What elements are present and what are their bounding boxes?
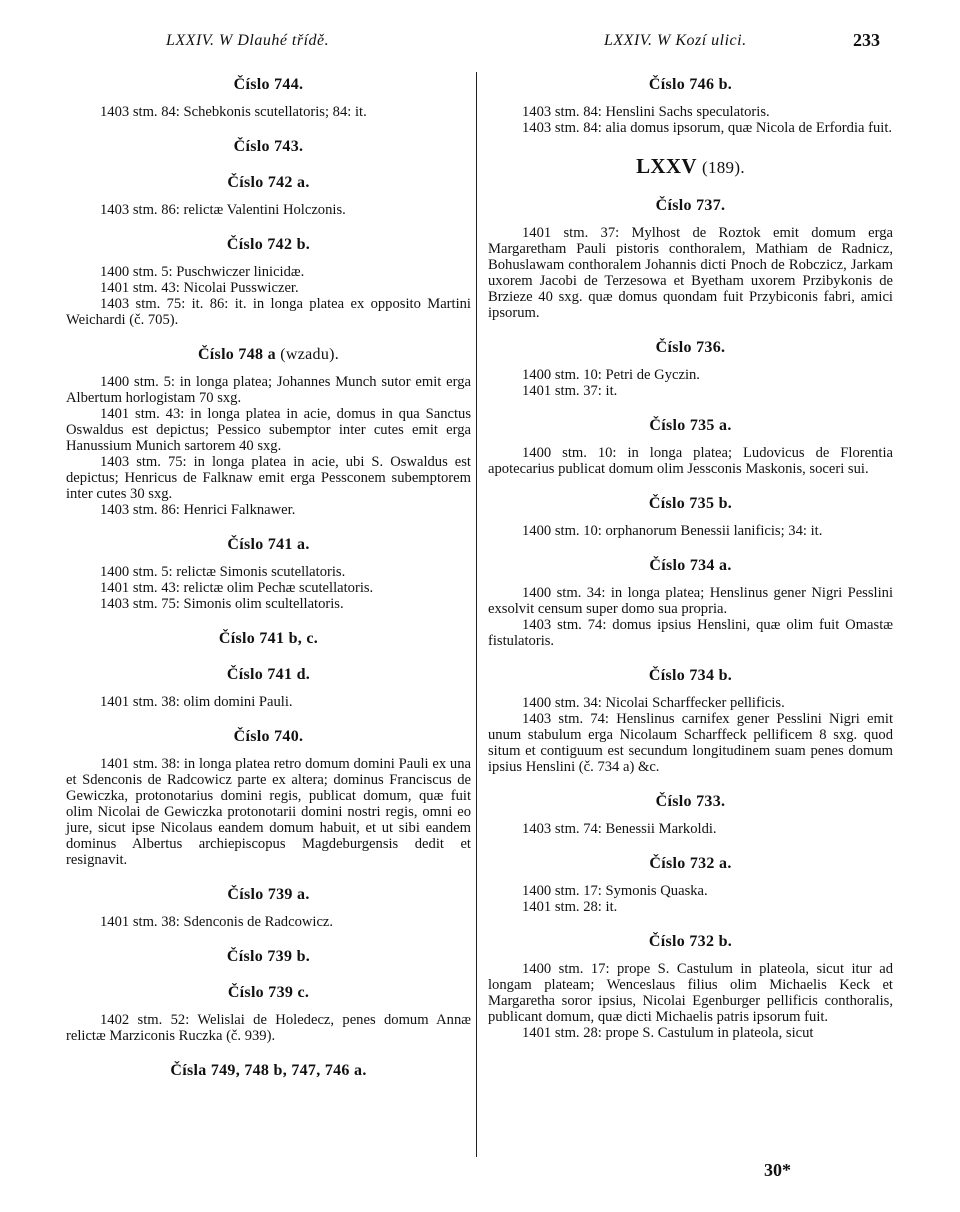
section-heading bbox=[66, 236, 471, 254]
record-entry: 1401 stm. 38: olim domini Pauli. bbox=[100, 694, 293, 710]
left-column bbox=[66, 66, 471, 1098]
section bbox=[488, 76, 893, 136]
section bbox=[66, 948, 471, 966]
section bbox=[66, 138, 471, 156]
record-entry: 1400 stm. 5: in longa platea; Johannes Munch sutor emit erga Albertum horlogistam 70 sxg. bbox=[66, 374, 471, 406]
record-entry: 1403 stm. 75: in longa platea in acie, ubi S. Oswaldus est depictus; Henricus de Falknaw emit erga Pessconem subemptorem inter cutes 30 sxg. bbox=[66, 454, 471, 502]
heading-label: Číslo 742 a. bbox=[227, 174, 310, 191]
heading-extra: (wzadu). bbox=[280, 346, 340, 363]
section bbox=[488, 197, 893, 321]
section-heading bbox=[66, 666, 471, 684]
section bbox=[488, 417, 893, 477]
running-head-left: LXXIV. W Dlauhé třídě. bbox=[166, 32, 330, 49]
section-heading bbox=[488, 154, 893, 179]
record-entry: 1403 stm. 75: Simonis olim scultellatoris. bbox=[100, 596, 344, 612]
heading-label: Číslo 739 a. bbox=[227, 886, 310, 903]
section bbox=[66, 666, 471, 710]
section-heading bbox=[66, 886, 471, 904]
running-head-right: LXXIV. W Kozí ulici. bbox=[604, 32, 747, 49]
heading-label: Číslo 741 b, c. bbox=[218, 630, 319, 647]
heading-label: Číslo 737. bbox=[655, 197, 726, 214]
section-heading bbox=[488, 76, 893, 94]
section-heading bbox=[488, 557, 893, 575]
section-heading bbox=[66, 138, 471, 156]
record-entry: 1401 stm. 43: relictæ olim Pechæ scutellatoris. bbox=[100, 580, 374, 596]
record-entry: 1403 stm. 86: relictæ Valentini Holczonis. bbox=[100, 202, 346, 218]
section-heading bbox=[66, 1062, 471, 1080]
column-divider bbox=[476, 72, 477, 1157]
heading-label: Číslo 739 c. bbox=[227, 984, 310, 1001]
record-entry: 1400 stm. 10: orphanorum Benessii lanificis; 34: it. bbox=[522, 523, 823, 539]
signature-mark: 30* bbox=[764, 1160, 791, 1180]
record-entry: 1403 stm. 86: Henrici Falknawer. bbox=[100, 502, 296, 518]
record-entry: 1403 stm. 74: domus ipsius Henslini, quæ olim fuit Omastæ fistulatoris. bbox=[488, 617, 893, 649]
record-entry: 1401 stm. 38: in longa platea retro domum domini Pauli ex una et Sdenconis de Radcowicz parte ex altera; dominus Franciscus de Gewiczka, protonotarius domini regis, publicat domum, quæ fuit olim Nicolai de Gewiczka protonotarii domini nostri regis, omni eo jure, sicut ipse Nicolaus eandem domum habuit, et ut sibi eandem dominus Albertus archiepiscopus Magdeburgensis dedit et resignavit. bbox=[66, 756, 471, 868]
section bbox=[488, 855, 893, 915]
section-heading bbox=[488, 667, 893, 685]
section bbox=[66, 174, 471, 218]
record-entry: 1403 stm. 75: it. 86: it. in longa platea ex opposito Martini Weichardi (č. 705). bbox=[66, 296, 471, 328]
section-heading bbox=[488, 417, 893, 435]
section bbox=[66, 76, 471, 120]
section-heading bbox=[66, 630, 471, 648]
record-entry: 1401 stm. 28: prope S. Castulum in plateola, sicut bbox=[522, 1025, 814, 1041]
heading-label: Číslo 741 a. bbox=[227, 536, 310, 553]
record-entry: 1401 stm. 37: it. bbox=[522, 383, 618, 399]
record-entry: 1403 stm. 74: Henslinus carnifex gener Pesslini Nigri emit unum stabulum erga Nicolaum Scharffeck pellificem 8 sxg. quod situm et contiguum est secundum longitudinem suam penes domum ipsius Henslini (č. 734 a) &c. bbox=[488, 711, 893, 775]
record-entry: 1400 stm. 34: Nicolai Scharffecker pellificis. bbox=[522, 695, 785, 711]
section-heading bbox=[66, 76, 471, 94]
section bbox=[66, 346, 471, 518]
heading-label: Číslo 733. bbox=[655, 793, 726, 810]
heading-label: Číslo 746 b. bbox=[648, 76, 733, 93]
section bbox=[488, 339, 893, 399]
section-heading bbox=[488, 855, 893, 873]
record-entry: 1401 stm. 28: it. bbox=[522, 899, 618, 915]
section-heading bbox=[66, 536, 471, 554]
record-entry: 1400 stm. 34: in longa platea; Henslinus gener Nigri Pesslini exsolvit censum super domo sua propria. bbox=[488, 585, 893, 617]
heading-label: Číslo 735 b. bbox=[648, 495, 733, 512]
heading-label: Číslo 732 b. bbox=[648, 933, 733, 950]
record-entry: 1400 stm. 5: relictæ Simonis scutellatoris. bbox=[100, 564, 346, 580]
page-number: 233 bbox=[853, 30, 880, 50]
heading-label: Číslo 740. bbox=[233, 728, 304, 745]
section bbox=[488, 557, 893, 649]
section-heading bbox=[66, 174, 471, 192]
record-entry: 1400 stm. 10: in longa platea; Ludovicus de Florentia apotecarius publicat domum olim Jessconis Maskonis, soceri sui. bbox=[488, 445, 893, 477]
record-entry: 1403 stm. 84: alia domus ipsorum, quæ Nicola de Erfordia fuit. bbox=[522, 120, 893, 136]
heading-label: Číslo 748 a bbox=[197, 346, 276, 363]
section bbox=[66, 984, 471, 1044]
heading-label: Číslo 734 b. bbox=[648, 667, 733, 684]
section-heading bbox=[66, 346, 471, 364]
section bbox=[66, 886, 471, 930]
record-entry: 1401 stm. 43: in longa platea in acie, domus in qua Sanctus Oswaldus est depictus; Pessico subemptor inter cutes emit erga Hanussium Munich sartorem 40 sxg. bbox=[66, 406, 471, 454]
right-column bbox=[488, 66, 893, 1059]
heading-label: Čísla 749, 748 b, 747, 746 a. bbox=[170, 1062, 367, 1079]
heading-label: Číslo 743. bbox=[233, 138, 304, 155]
record-entry: 1403 stm. 84: Schebkonis scutellatoris; 84: it. bbox=[100, 104, 367, 120]
record-entry: 1403 stm. 74: Benessii Markoldi. bbox=[522, 821, 717, 837]
heading-label: Číslo 736. bbox=[655, 339, 726, 356]
section bbox=[66, 630, 471, 648]
section bbox=[488, 793, 893, 837]
section-heading bbox=[66, 728, 471, 746]
record-entry: 1402 stm. 52: Welislai de Holedecz, penes domum Annæ relictæ Marziconis Ruczka (č. 939). bbox=[66, 1012, 471, 1044]
heading-label: Číslo 739 b. bbox=[226, 948, 311, 965]
heading-label: Číslo 744. bbox=[233, 76, 304, 93]
section bbox=[488, 667, 893, 775]
record-entry: 1400 stm. 17: Symonis Quaska. bbox=[522, 883, 708, 899]
record-entry: 1401 stm. 38: Sdenconis de Radcowicz. bbox=[100, 914, 334, 930]
section-heading bbox=[488, 197, 893, 215]
heading-extra: (189). bbox=[702, 158, 745, 177]
section bbox=[66, 728, 471, 868]
heading-label: Číslo 732 a. bbox=[649, 855, 732, 872]
heading-label: LXXV bbox=[636, 154, 697, 178]
record-entry: 1400 stm. 5: Puschwiczer linicidæ. bbox=[100, 264, 305, 280]
section bbox=[66, 536, 471, 612]
heading-label: Číslo 734 a. bbox=[649, 557, 732, 574]
section-heading bbox=[66, 948, 471, 966]
section bbox=[488, 154, 893, 179]
section-heading bbox=[488, 495, 893, 513]
heading-label: Číslo 742 b. bbox=[226, 236, 311, 253]
record-entry: 1401 stm. 43: Nicolai Pusswiczer. bbox=[100, 280, 299, 296]
record-entry: 1403 stm. 84: Henslini Sachs speculatoris. bbox=[522, 104, 770, 120]
heading-label: Číslo 735 a. bbox=[649, 417, 732, 434]
record-entry: 1400 stm. 17: prope S. Castulum in plateola, sicut itur ad longam plateam; Wenceslaus filius olim Michaelis Keck et Margaretha soror ipsius, Nicolai Egenburger pellificis conthoralis, publicant domum, quæ dicti Michaelis patris ipsorum fuit. bbox=[488, 961, 893, 1025]
section bbox=[488, 495, 893, 539]
section bbox=[66, 236, 471, 328]
record-entry: 1401 stm. 37: Mylhost de Roztok emit domum erga Margaretham Pauli pistoris conthoralem, Mathiam de Radnicz, Bohuslawam conthoralem Johannis dicti Pnoch de Robczicz, Jarkam uxorem Jacobi de Terzesowa et Byetham uxorem Przibykonis de Brzieze 40 sxg. quæ domus quondam fuit Przybiconis fabri, amici ipsorum. bbox=[488, 225, 893, 321]
section-heading bbox=[66, 984, 471, 1002]
section-heading bbox=[488, 339, 893, 357]
section-heading bbox=[488, 793, 893, 811]
section bbox=[488, 933, 893, 1041]
heading-label: Číslo 741 d. bbox=[226, 666, 311, 683]
section-heading bbox=[488, 933, 893, 951]
record-entry: 1400 stm. 10: Petri de Gyczin. bbox=[522, 367, 700, 383]
section bbox=[66, 1062, 471, 1080]
